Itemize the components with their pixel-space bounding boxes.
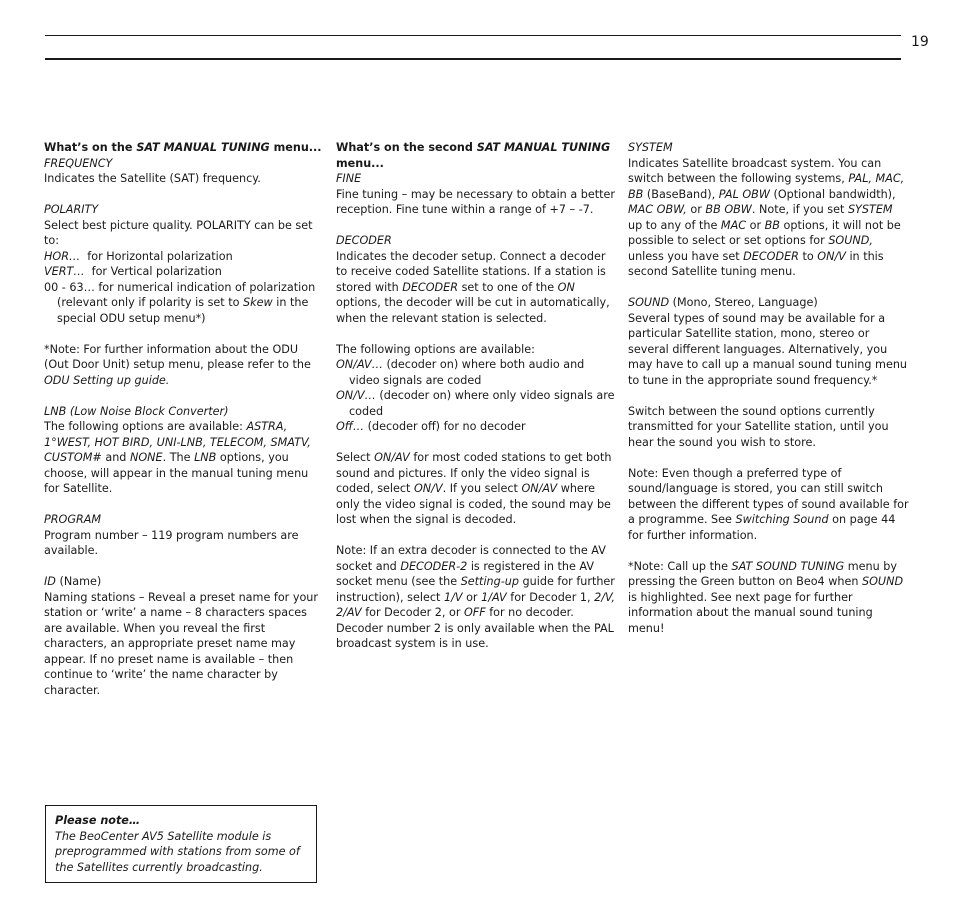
fine-heading: FINE bbox=[336, 172, 362, 185]
sound-note: Note: Even though a preferred type of sound/language is stored, you can still switch between the different types of sound available for a programme. See Switching Sound on page 44 for further information. bbox=[628, 466, 909, 542]
frequency-heading: FREQUENCY bbox=[44, 156, 113, 170]
polarity-text: Select best picture quality. POLARITY can be set to: bbox=[44, 218, 313, 247]
header-rule-bottom bbox=[45, 58, 901, 60]
lnb-text: The following options are available: ASTRA, 1°WEST, HOT BIRD, UNI-LNB, TELECOM, SMATV, CUSTOM# and NONE. The LNB options, you choose, will appear in the manual tuning menu for Satellite. bbox=[44, 420, 311, 495]
please-note-title: Please note… bbox=[55, 814, 141, 827]
odu-note: *Note: For further information about the ODU (Out Door Unit) setup menu, please refer to the ODU Setting up guide. bbox=[44, 342, 311, 387]
select-text: Select ON/AV for most coded stations to get both sound and pictures. If only the video signal is coded, select ON/V. If you select ON/AV where only the video signal is coded, the sound may be lost when the signal is decoded. bbox=[336, 451, 612, 526]
program-text: Program number – 119 program numbers are available. bbox=[44, 528, 299, 557]
decoder-options-intro: The following options are available: bbox=[336, 342, 535, 356]
sound-text: Several types of sound may be available for a particular Satellite station, mono, stereo or several different languages. Alternatively, you may have to call up a manual sound tuning menu to tune in the appropriate sound frequency.* bbox=[628, 311, 908, 387]
sound-heading: SOUND (Mono, Stereo, Language) bbox=[628, 296, 818, 309]
option-onav: ON/AV… (decoder on) where both audio and video signals are coded bbox=[336, 358, 585, 387]
header-rule-top bbox=[45, 35, 901, 36]
column-system-sound bbox=[628, 140, 910, 636]
switch-text: Switch between the sound options currently transmitted for your Satellite station, until you hear the sound you wish to store. bbox=[628, 404, 889, 449]
lnb-heading: LNB (Low Noise Block Converter) bbox=[44, 404, 229, 418]
sound-tuning-note: *Note: Call up the SAT SOUND TUNING menu by pressing the Green button on Beo4 when SOUND is highlighted. See next page for further information about the manual sound tuning menu! bbox=[628, 559, 904, 635]
decoder-heading: DECODER bbox=[336, 234, 392, 247]
please-note-text: The BeoCenter AV5 Satellite module is preprogrammed with stations from some of the Satellites currently broadcasting. bbox=[55, 829, 300, 874]
polarity-hor: HOR… for Horizontal polarization bbox=[44, 249, 233, 263]
column-second-menu bbox=[336, 140, 616, 652]
section-title: What’s on the second SAT MANUAL TUNING menu... bbox=[336, 141, 611, 170]
option-off: Off… (decoder off) for no decoder bbox=[336, 420, 526, 433]
system-text: Indicates Satellite broadcast system. You can switch between the following systems, PAL, MAC, BB (BaseBand), PAL OBW (Optional bandwidth), MAC OBW, or BB OBW. Note, if you set SYSTEM up to any of the MAC or BB options, it will not be possible to select or set options for SOUND, unless you have set DECODER to ON/V in this second Satellite tuning menu. bbox=[628, 156, 905, 278]
section-title: What’s on the SAT MANUAL TUNING menu... bbox=[44, 141, 322, 154]
decoder-text: Indicates the decoder setup. Connect a decoder to receive coded Satellite stations. If a station is stored with DECODER set to one of the ON options, the decoder will be cut in automatically, when the relevant station is selected. bbox=[336, 249, 610, 325]
option-onv: ON/V… (decoder on) where only video signals are coded bbox=[336, 389, 615, 418]
polarity-vert: VERT… for Vertical polarization bbox=[44, 265, 222, 278]
system-heading: SYSTEM bbox=[628, 141, 673, 154]
page-number: 19 bbox=[911, 34, 929, 50]
frequency-text: Indicates the Satellite (SAT) frequency. bbox=[44, 172, 261, 185]
polarity-heading: POLARITY bbox=[44, 203, 99, 216]
polarity-numeric: 00 - 63… for numerical indication of polarization (relevant only if polarity is set to Skew in the special ODU setup menu*) bbox=[44, 280, 316, 325]
program-heading: PROGRAM bbox=[44, 513, 102, 526]
please-note-box bbox=[45, 805, 317, 883]
id-text: Naming stations – Reveal a preset name for your station or ‘write’ a name – 8 characters spaces are available. When you reveal the first characters, an appropriate preset name may appear. If no preset name is available – then continue to ‘write’ the name character by character. bbox=[44, 590, 318, 697]
fine-text: Fine tuning – may be necessary to obtain a better reception. Fine tune within a range of +7 – -7. bbox=[336, 187, 615, 216]
id-heading: ID (Name) bbox=[44, 575, 102, 588]
column-first-menu bbox=[44, 140, 324, 698]
extra-decoder-note: Note: If an extra decoder is connected to the AV socket and DECODER-2 is registered in the AV socket menu (see the Setting-up guide for further instruction), select 1/V or 1/AV for Decoder 1, 2/V, 2/AV for Decoder 2, or OFF for no decoder. Decoder number 2 is only available when the PAL broadcast system is in use. bbox=[336, 544, 615, 650]
